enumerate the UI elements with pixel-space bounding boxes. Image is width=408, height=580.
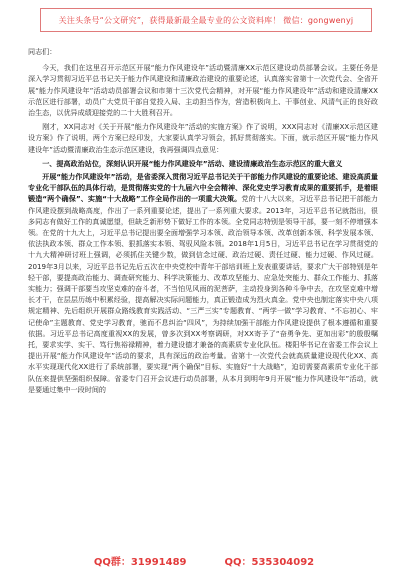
section-1-body (28, 171, 378, 395)
paragraph-1: 今天，我们在这里召开示范区开展“能力作风建设年”活动暨清廉XX示范区建设动员部署会议。主要任务是深入学习贯彻习近平总书记关于能力作风建设和清廉政治建设的重要论述，认真落实省第十一次党代会、全省开展“能力作风建设年”活动动员部署会议和市第十三次党代会精神，对开展“能力作风建设年”活动和建设清廉XX示范区进行部署，动员广大党员干部自觉投入局、主动担当作为，营造积极向上、干事创业、风清气正的良好政治生态，以优异成绩迎接党的二十大胜利召开。 (28, 63, 378, 118)
document-body (28, 46, 378, 398)
banner-text: 关注头条号“公文研究”，获得最新最全最专业的公文资料库！ 微信：gongwenyj (58, 15, 354, 25)
section-1-lead: 开展“能力作风建设年”活动，是省委深入贯彻习近平总书记关于干部能力作风建设的重要论述、建设高质量专业化干部队伍的具体行动，是贯彻落实党的十九届六中全会精神、深化党史学习教育成果的重要抓手，是着眼锻造“两个确保”、实施“十大战略”工作全局作出的一项重大决策。 (28, 172, 378, 204)
top-banner (40, 8, 372, 32)
paragraph-2: 刚才，XX同志对《关于开展“能力作风建设年”活动的实施方案》作了说明，XXX同志对《清廉XX示范区建设方案》作了说明，两个方案已经印发，大家要认真学习领会，抓好贯彻落实。下面，就示范区开展“能力作风建设年”活动暨清廉政治生态示范区建设，我再强调四点意见： (28, 122, 378, 154)
footer (0, 553, 408, 571)
greeting: 同志们： (28, 47, 57, 56)
section-1-rest: 党的十八大以来，习近平总书记把干部能力作风建设摆到战略高度，作出了一系列重要论述，提出了一系列重大要求。2013年，习近平总书记就指出，很多同志有做好工作的真诚愿望，但缺乏新形势下做好工作的本领。全党同志特别是领导干部，要一刻不停增强本领。在党的十九大上，习近平总书记提出要全面增强学习本领、政治领导本领、改革创新本领、科学发展本领、依法执政本领、群众工作本领、狠抓落实本领、驾驭风险本领。2018年1月5日，习近平总书记在学习贯彻党的十九大精神研讨班上强调，必须抓住关键少数，做到信念过硬、政治过硬、责任过硬、能力过硬、作风过硬。2019年3月以来，习近平总书记先后五次在中央党校中青年干部培训班上发表重要讲话，要求广大干部特别是年轻干部，要提高政治能力、调查研究能力、科学决策能力、改革攻坚能力、应急处突能力、群众工作能力、抓落实能力；强调干部要当攻坚克难的奋斗者，不当怕见风雨的泥菩萨，主动投身到各种斗争中去，在攻坚克难中增长才干，在层层历练中积累经验，提高解决实际问题能力，真正锻造成为烈火真金。党中央也制定落实中央八项规定精神、先后组织开展群众路线教育实践活动、“三严三实”专题教育、“两学一做”学习教育、“不忘初心、牢记使命”主题教育、党史学习教育，驰而不息纠治“四风”，为持续加强干部能力作风建设提供了根本遵循和重要依据。习近平总书记高度重视XX的发展，曾多次到XX考察调研，对XX寄予了“奋勇争先、更加出彩”的殷殷嘱托，要求实学、实干、笃行焦裕禄精神，着力建设德才兼备的高素质专业化队伍。楼阳华书记在省委工作会议上提出开展“能力作风建设年”活动的要求，具有深远的政治考量。省第十一次党代会就高质量建设现代化XX、高水平实现现代化XX进行了系统部署，要实现“两个确保”目标、实施好“十大战略”，迫切需要高素质专业化干部队伍来提供坚强组织保障。省委专门召开会议进行动员部署，从本月到明年9月开展“能力作风建设年”活动，就是要通过集中一段时间的 (28, 194, 379, 394)
qq-group-text: QQ群：31991489 (93, 557, 187, 568)
qq-text: QQ：535304092 (224, 557, 315, 568)
section-1-heading: 一、提高政治站位，深刻认识开展“能力作风建设年”活动、建设清廉政治生态示范区的重大意义 (42, 158, 343, 168)
